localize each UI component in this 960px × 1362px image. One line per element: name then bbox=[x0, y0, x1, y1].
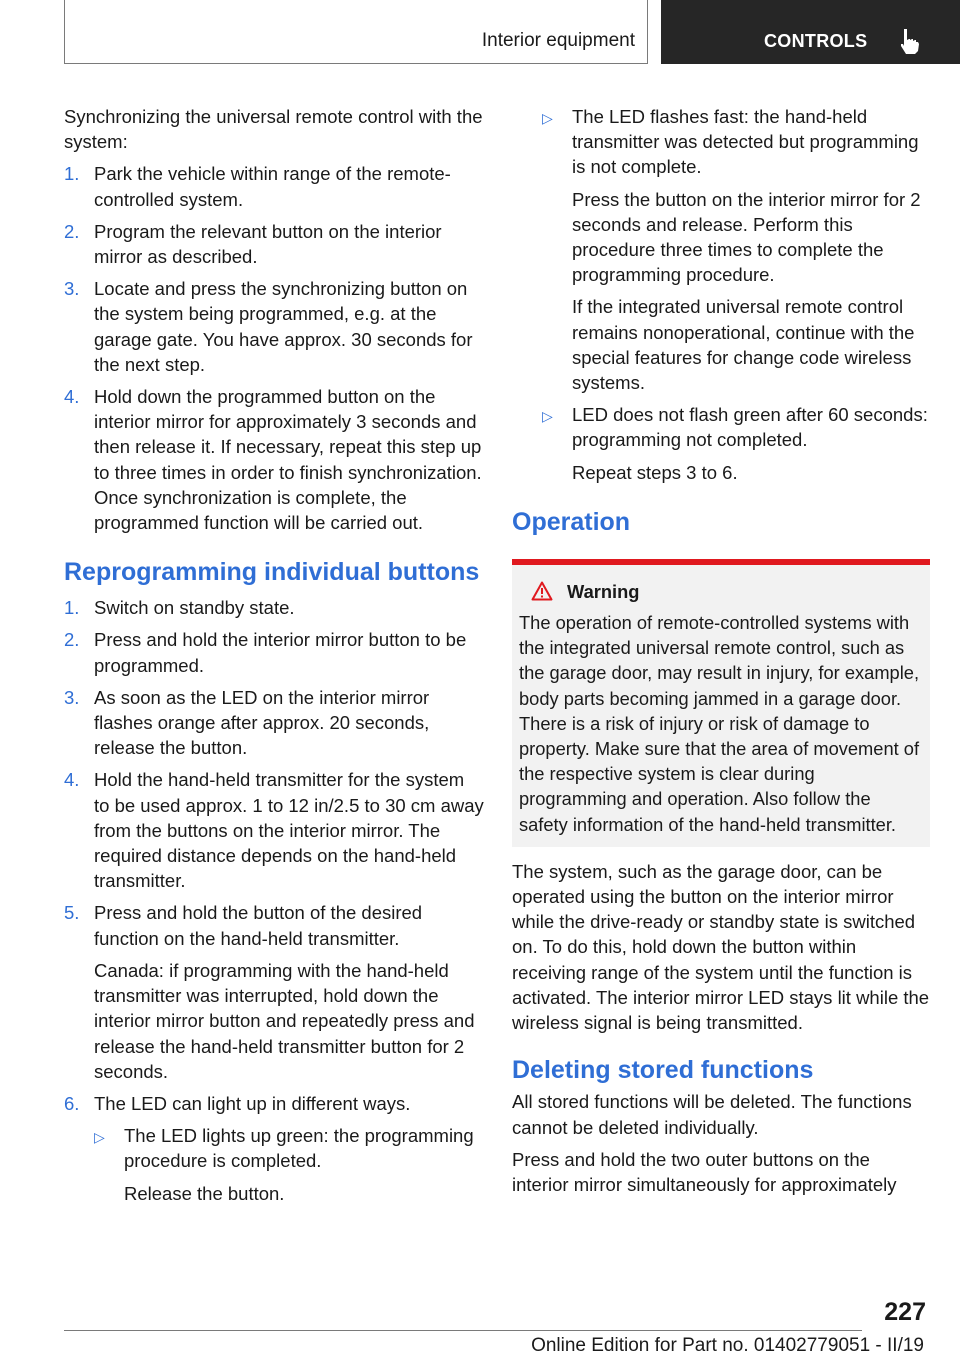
operation-text: The system, such as the garage door, can be operated using the button on the interior mirror while the drive-ready or standby state is switched on. To do this, hold down the button within receiving range of the system until the function is activated. The interior mirror LED stays lit while the wireless signal is being transmitted. bbox=[512, 860, 930, 1034]
step-number: 4. bbox=[64, 769, 80, 791]
list-item bbox=[64, 1091, 484, 1206]
step-number: 2. bbox=[64, 629, 80, 651]
warning-box bbox=[512, 559, 930, 847]
sub-item-continuation: Press the button on the interior mirror for 2 seconds and release. Perform this procedure three times to complete the programming procedure. bbox=[572, 188, 921, 286]
list-item bbox=[64, 900, 484, 1083]
section-title: Interior equipment bbox=[481, 30, 635, 51]
header-chapter-tab bbox=[661, 0, 960, 64]
warning-text: The operation of remote-controlled systems with the integrated universal remote control, such as the garage door, may result in injury, for example, body parts becoming jammed in a garage door. There is a risk of injury or risk of damage to property. Make sure that the area of movement of the respective system is clear during programming and operation. Also follow the safety information of the hand-held transmitter. bbox=[519, 612, 920, 835]
deleting-paragraph: Press and hold the two outer buttons on the interior mirror simultaneously for approximately bbox=[512, 1148, 897, 1195]
step-text: Hold the hand-held transmitter for the system to be used approx. 1 to 12 in/2.5 to 30 cm away from the buttons on the interior mirror. The required distance depends on the hand-held transmitter. bbox=[94, 769, 484, 892]
list-item bbox=[64, 384, 484, 535]
reprogramming-heading: Reprogramming individual buttons bbox=[64, 558, 480, 587]
sub-item-text: The LED lights up green: the programming procedure is completed. bbox=[124, 1125, 474, 1172]
list-item bbox=[64, 219, 484, 269]
header-section-box bbox=[64, 0, 648, 64]
pointing-hand-icon bbox=[897, 27, 921, 55]
sub-item-continuation: Release the button. bbox=[124, 1182, 285, 1204]
step-number: 6. bbox=[64, 1092, 80, 1114]
step-text: The LED can light up in different ways. bbox=[94, 1092, 411, 1114]
warning-title: Warning bbox=[567, 580, 640, 602]
step-text: Switch on standby state. bbox=[94, 597, 295, 619]
triangle-right-icon: ▷ bbox=[542, 110, 553, 126]
list-item bbox=[64, 685, 484, 761]
footer-edition: Online Edition for Part no. 01402779051 - II/19 bbox=[531, 1335, 924, 1356]
sub-item-text: LED does not flash green after 60 seconds: programming not completed. bbox=[572, 404, 928, 451]
step-number: 2. bbox=[64, 220, 80, 242]
step-text: Hold down the programmed button on the interior mirror for approximately 3 seconds and then release it. If necessary, repeat this step up to three times in order to finish synchronization. Once synchronization is complete, the programmed function will be carried out. bbox=[94, 386, 482, 534]
left-column bbox=[64, 104, 484, 1213]
sub-list-item bbox=[542, 402, 930, 485]
chapter-title: CONTROLS bbox=[764, 31, 868, 51]
triangle-right-icon: ▷ bbox=[542, 408, 553, 425]
sub-item-continuation: If the integrated universal remote control remains nonoperational, continue with the special features for change code wireless systems. bbox=[572, 296, 915, 394]
step-number: 4. bbox=[64, 386, 80, 408]
step-number: 1. bbox=[64, 163, 80, 185]
step-text: Press and hold the button of the desired function on the hand-held transmitter. bbox=[94, 902, 423, 949]
sub-item-text: The LED flashes fast: the hand-held transmitter was detected but programming is not complete. bbox=[572, 106, 919, 178]
sub-item-continuation: Repeat steps 3 to 6. bbox=[572, 461, 738, 483]
footer-divider bbox=[64, 1330, 862, 1331]
right-column bbox=[512, 104, 930, 1204]
step-text: As soon as the LED on the interior mirror flashes orange after approx. 20 seconds, release the button. bbox=[94, 686, 430, 759]
step-number: 5. bbox=[64, 902, 80, 924]
step-number: 3. bbox=[64, 278, 80, 300]
step-text: Press and hold the interior mirror button to be programmed. bbox=[94, 629, 467, 676]
step-number: 3. bbox=[64, 686, 80, 708]
list-item bbox=[64, 595, 484, 620]
step-text: Program the relevant button on the interior mirror as described. bbox=[94, 220, 442, 268]
page-number: 227 bbox=[884, 1298, 926, 1326]
step-number: 1. bbox=[64, 597, 80, 619]
sub-list-item bbox=[542, 104, 930, 395]
deleting-paragraph: All stored functions will be deleted. The functions cannot be deleted individually. bbox=[512, 1091, 912, 1138]
operation-heading: Operation bbox=[512, 507, 631, 536]
list-item bbox=[64, 767, 484, 893]
list-item bbox=[64, 161, 484, 211]
list-item bbox=[64, 627, 484, 677]
triangle-right-icon: ▷ bbox=[94, 1129, 105, 1146]
step-continuation: Canada: if programming with the hand-held transmitter was interrupted, hold down the interior mirror button and repeatedly press and release the hand-held transmitter button for 2 seconds. bbox=[94, 959, 475, 1082]
step-text: Locate and press the synchronizing button on the system being programmed, e.g. at the garage gate. You have approx. 30 seconds for the next step. bbox=[94, 278, 473, 375]
deleting-heading: Deleting stored functions bbox=[512, 1056, 814, 1085]
step-text: Park the vehicle within range of the remote-controlled system. bbox=[94, 163, 451, 210]
list-item bbox=[64, 276, 484, 377]
warning-triangle-icon bbox=[531, 581, 553, 601]
warning-header bbox=[519, 579, 923, 604]
sub-list-item bbox=[94, 1123, 484, 1206]
sync-intro: Synchronizing the universal remote control with the system: bbox=[64, 106, 483, 153]
